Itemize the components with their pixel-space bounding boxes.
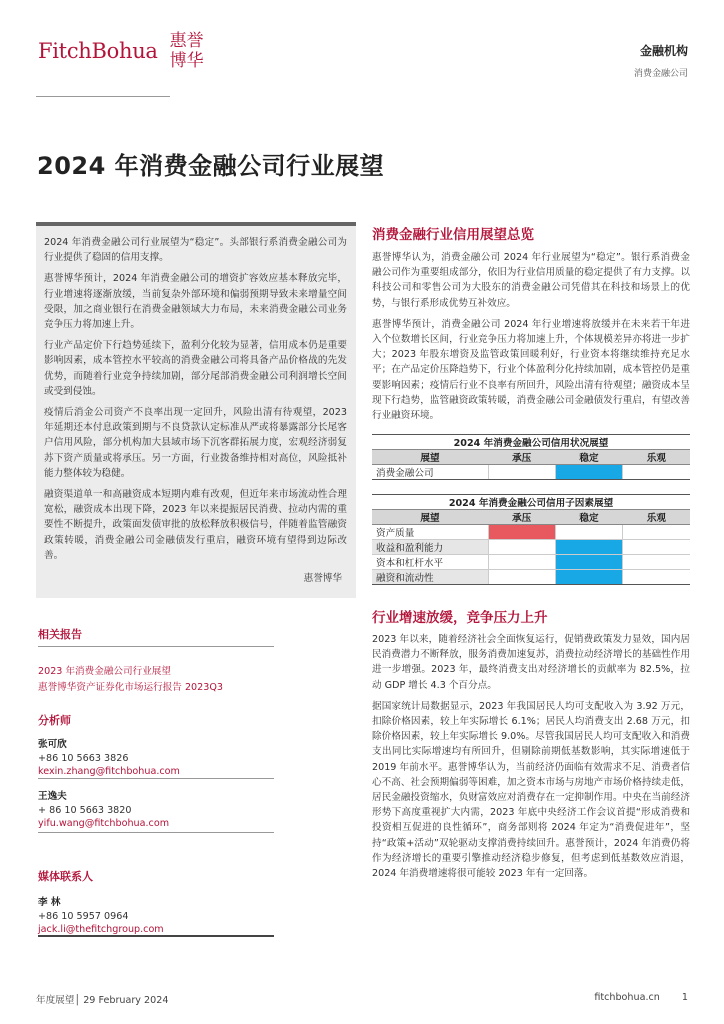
summary-paragraph: 行业产品定价下行趋势延续下，盈利分化较为显著，信用成本仍是重要影响因素，成本管控水平较高的消费金融公司将具备产品价格战的先发优势，而随着行业竞争持续加剧，部分尾部消费金融公司利润增长空间或受到侵蚀。 <box>44 340 347 397</box>
outlook-cell-pressure <box>488 540 555 555</box>
section-heading: 行业增速放缓，竞争压力上升 <box>372 610 548 626</box>
site-link[interactable]: fitchbohua.cn <box>594 992 660 1003</box>
category-label: 金融机构 <box>639 44 688 58</box>
section-heading: 消费金融行业信用展望总览 <box>372 227 534 243</box>
left-divider <box>38 646 274 647</box>
media-contact-name: 李 林 <box>38 897 61 908</box>
outlook-cell-stable <box>555 570 622 585</box>
media-section <box>38 868 338 884</box>
report-category <box>634 42 688 79</box>
analyst-name: 张可欣 <box>38 739 67 750</box>
analyst-name: 王逸夫 <box>38 791 67 802</box>
summary-paragraph: 融资渠道单一和高融资成本短期内难有改观，但近年来市场流动性合理宽松，融资成本出现下降，2023 年以来提振居民消费、拉动内需的重要性不断提升，政策面发债审批的放松释放积极信号，伴随着监管融资政策转暖，消费金融公司金融债发行重启，融资环境有望得到边际改善。 <box>44 489 347 561</box>
analysts-heading: 分析师 <box>38 714 71 727</box>
section-credit-outlook-body <box>372 250 690 429</box>
left-divider <box>38 832 274 833</box>
outlook-cell-optimistic <box>623 555 690 570</box>
row-label: 资本和杠杆水平 <box>372 555 488 570</box>
outlook-cell-pressure <box>488 465 555 480</box>
credit-outlook-table <box>372 434 690 480</box>
table-row <box>372 525 690 540</box>
table-title: 2024 年消费金融公司信用状况展望 <box>372 435 690 450</box>
body-paragraph: 据国家统计局数据显示，2023 年我国居民人均可支配收入为 3.92 万元，扣除价格因素，较上年实际增长 6.1%；居民人均消费支出 2.68 万元，扣除价格因素，较上年实际增长 9.0%。尽管我国居民人均可支配收入和消费支出同比实际增速均有所回升，但剔除前期低基数影响，其实际增速低于 2019 年前水平。惠誉博华认为，当前经济仍面临有效需求不足、消费者信心不高、社会预期偏弱等困难，加之资本市场与房地产市场价格持续走低，居民金融投资缩水，负财富效应对消费存在一定抑制作用。中央在当前经济形势下高度重视扩大内需，2023 年底中央经济工作会议首提“形成消费和投资相互促进的良性循环”，商务部则将 2024 年定为“消费促进年”，坚持“政策+活动”双轮驱动支撑消费持续回升。惠誉预计，2024 年消费仍将作为经济增长的重要引擎推动经济稳步修复，但考虑到低基数效应消退，2024 年消费增速将很可能较 2023 年有一定回落。 <box>372 700 690 880</box>
table-header: 承压 <box>488 510 555 525</box>
media-contact-phone: +86 10 5957 0964 <box>38 911 129 922</box>
sub-factor-outlook-table <box>372 494 690 585</box>
fitchbohua-logo <box>38 26 212 76</box>
outlook-cell-optimistic <box>623 540 690 555</box>
table-header: 稳定 <box>555 510 622 525</box>
logo-text: FitchBohua <box>38 39 158 63</box>
body-paragraph: 惠誉博华预计，消费金融公司 2024 年行业增速将放缓并在未来若干年进入个位数增长区间，行业竞争压力将加速上升，个体规模差异亦将进一步扩大；2023 年股东增资及监管政策回暖利好，行业资本将继续维持充足水平；在产品定价压降趋势下，行业个体盈利分化持续加剧，成本管控仍是重要影响因素；疫情后行业不良率有所回升，风险出清有待观望；融资成本呈现下行趋势，监管融资政策转暖，消费金融公司金融债发行重启，有望改善行业融资环境。 <box>372 318 690 422</box>
media-heading: 媒体联系人 <box>38 870 93 883</box>
analyst-phone: + 86 10 5663 3820 <box>38 805 132 816</box>
table-row <box>372 540 690 555</box>
summary-paragraph: 疫情后消金公司资产不良率出现一定回升，风险出清有待观望，2023 年延期还本付息政策到期与不良贷款认定标准从严或将暴露部分长尾客户信用风险，部分机构加大县域市场下沉客群拓展力度，宏观经济弱复苏下资产质量或将承压。另一方面，行业拨备维持相对高位，风险抵补能力整体较为稳健。 <box>44 407 347 479</box>
logo-seal: 惠誉 博华 <box>169 31 204 71</box>
media-contact-email[interactable]: jack.li@thefitchgroup.com <box>38 924 164 935</box>
summary-box <box>36 222 356 598</box>
page-title: 2024 年消费金融公司行业展望 <box>37 152 385 180</box>
analysts-section <box>38 712 338 728</box>
section-growth <box>372 606 690 626</box>
section-growth-body <box>372 632 690 887</box>
outlook-cell-stable <box>555 465 622 480</box>
body-paragraph: 惠誉博华认为，消费金融公司 2024 年行业展望为“稳定”。银行系消费金融公司作为重要组成部分，依旧为行业信用质量的稳定提供了有力支撑。以科技公司和零售公司为大股东的消费金融公司凭借其在科技和场景上的优势，与银行系形成优势互补效应。 <box>372 252 690 309</box>
table-header: 承压 <box>488 450 555 465</box>
row-label: 消费金融公司 <box>372 465 488 480</box>
row-label: 收益和盈利能力 <box>372 540 488 555</box>
section-credit-outlook <box>372 223 690 243</box>
footer-left: 年度展望│ 29 February 2024 <box>36 995 169 1006</box>
analyst-email[interactable]: yifu.wang@fitchbohua.com <box>38 818 170 829</box>
body-paragraph: 2023 年以来，随着经济社会全面恢复运行，促销费政策发力显效，国内居民消费潜力不断释放，服务消费加速复苏，消费拉动经济增长的基础性作用进一步增强。2023 年，最终消费支出对经济增长的贡献率为 82.5%，拉动 GDP 增长 4.3 个百分点。 <box>372 634 690 691</box>
media-contact <box>38 894 338 936</box>
analyst-phone: +86 10 5663 3826 <box>38 753 129 764</box>
analyst-email[interactable]: kexin.zhang@fitchbohua.com <box>38 766 180 777</box>
outlook-cell-optimistic <box>623 465 690 480</box>
outlook-cell-stable <box>555 540 622 555</box>
table-row <box>372 555 690 570</box>
outlook-cell-optimistic <box>623 525 690 540</box>
footer-right <box>594 992 688 1003</box>
table-header: 乐观 <box>623 510 690 525</box>
table-row <box>372 465 690 480</box>
left-divider <box>38 778 274 779</box>
analyst-card <box>38 736 338 778</box>
page-number: 1 <box>681 992 688 1003</box>
summary-paragraph: 惠誉博华预计，2024 年消费金融公司的增资扩容效应基本释放完毕，行业增速将逐渐放缓，当前复杂外部环境和偏弱预期导致未来增量空间受限，加之商业银行在消费金融领域大力布局，未来消费金融公司业务竞争压力将加速上升。 <box>44 273 347 331</box>
related-report-link[interactable]: 2023 年消费金融公司行业展望 <box>38 666 171 677</box>
analyst-card <box>38 788 338 830</box>
table-header: 展望 <box>372 510 488 525</box>
outlook-cell-stable <box>555 555 622 570</box>
summary-signature: 惠誉博华 <box>303 573 342 584</box>
outlook-cell-optimistic <box>623 570 690 585</box>
outlook-cell-pressure <box>488 525 555 540</box>
header-divider <box>36 96 170 97</box>
table-header: 展望 <box>372 450 488 465</box>
doc-type: 年度展望 <box>36 995 75 1006</box>
table-row <box>372 570 690 585</box>
row-label: 资产质量 <box>372 525 488 540</box>
table-header: 乐观 <box>623 450 690 465</box>
related-reports <box>38 626 338 642</box>
table-header: 稳定 <box>555 450 622 465</box>
subcategory-label: 消费金融公司 <box>633 69 688 79</box>
related-heading: 相关报告 <box>38 628 82 641</box>
publish-date: 29 February 2024 <box>83 995 169 1006</box>
table-title: 2024 年消费金融公司信用子因素展望 <box>372 495 690 510</box>
related-links <box>38 664 338 696</box>
summary-paragraph: 2024 年消费金融公司行业展望为“稳定”。头部银行系消费金融公司为行业提供了稳固的信用支撑。 <box>44 237 347 264</box>
related-report-link[interactable]: 惠誉博华资产证券化市场运行报告 2023Q3 <box>38 682 224 693</box>
row-label: 融资和流动性 <box>372 570 488 585</box>
outlook-cell-pressure <box>488 555 555 570</box>
left-bottom-divider <box>38 935 274 937</box>
outlook-cell-pressure <box>488 570 555 585</box>
outlook-cell-stable <box>555 525 622 540</box>
